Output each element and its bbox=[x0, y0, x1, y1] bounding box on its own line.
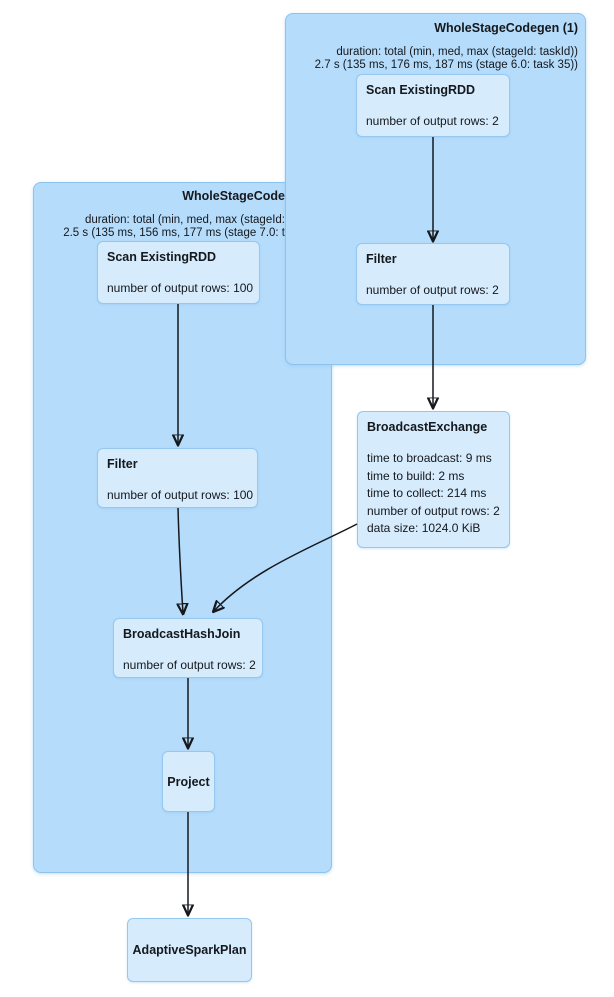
node-title: AdaptiveSparkPlan bbox=[132, 943, 247, 957]
cluster-right-title: WholeStageCodegen (1) bbox=[434, 21, 578, 35]
cluster-left-duration-line1: duration: total (min, med, max (stageId: bbox=[84, 214, 285, 226]
node-scan-existingrdd-right bbox=[356, 74, 510, 137]
node-metric: time to build: 2 ms bbox=[367, 468, 465, 483]
node-metric: number of output rows: 2 bbox=[366, 283, 499, 297]
cluster-wholestagecodegen-1 bbox=[285, 13, 586, 365]
cluster-left-title: WholeStageCode bbox=[182, 189, 285, 203]
cluster-left-duration-line2: 2.5 s (135 ms, 156 ms, 177 ms (stage 7.0: t bbox=[63, 227, 285, 239]
node-filter-left bbox=[97, 448, 258, 508]
node-metric: number of output rows: 100 bbox=[107, 488, 254, 502]
cluster-right-duration-line2: 2.7 s (135 ms, 176 ms, 187 ms (stage 6.0: task 35)) bbox=[314, 59, 578, 71]
node-title: Project bbox=[167, 774, 210, 789]
node-title: Filter bbox=[107, 457, 138, 471]
node-scan-existingrdd-left bbox=[97, 241, 260, 304]
node-metric: number of output rows: 100 bbox=[107, 281, 254, 295]
node-filter-right bbox=[356, 243, 510, 305]
cluster-right-header bbox=[315, 21, 578, 72]
node-metric: time to broadcast: 9 ms bbox=[367, 451, 492, 465]
node-title: Scan ExistingRDD bbox=[107, 250, 217, 264]
node-metric: time to collect: 214 ms bbox=[367, 486, 487, 500]
node-title: BroadcastHashJoin bbox=[123, 627, 241, 641]
node-project bbox=[162, 751, 215, 812]
cluster-left-header-clip bbox=[33, 182, 285, 248]
node-broadcast-hash-join bbox=[113, 618, 263, 678]
node-metric: number of output rows: 2 bbox=[367, 503, 500, 518]
cluster-right-duration-line1: duration: total (min, med, max (stageId: taskId)) bbox=[336, 46, 578, 58]
node-metric: data size: 1024.0 KiB bbox=[367, 521, 481, 535]
cluster-left-header bbox=[63, 189, 285, 240]
node-adaptive-spark-plan bbox=[127, 918, 252, 982]
node-title: Scan ExistingRDD bbox=[366, 83, 476, 97]
node-title: Filter bbox=[366, 252, 397, 266]
node-title: BroadcastExchange bbox=[367, 420, 488, 434]
node-broadcast-exchange bbox=[357, 411, 510, 548]
node-metric: number of output rows: 2 bbox=[366, 114, 499, 128]
node-metric: number of output rows: 2 bbox=[123, 658, 256, 672]
